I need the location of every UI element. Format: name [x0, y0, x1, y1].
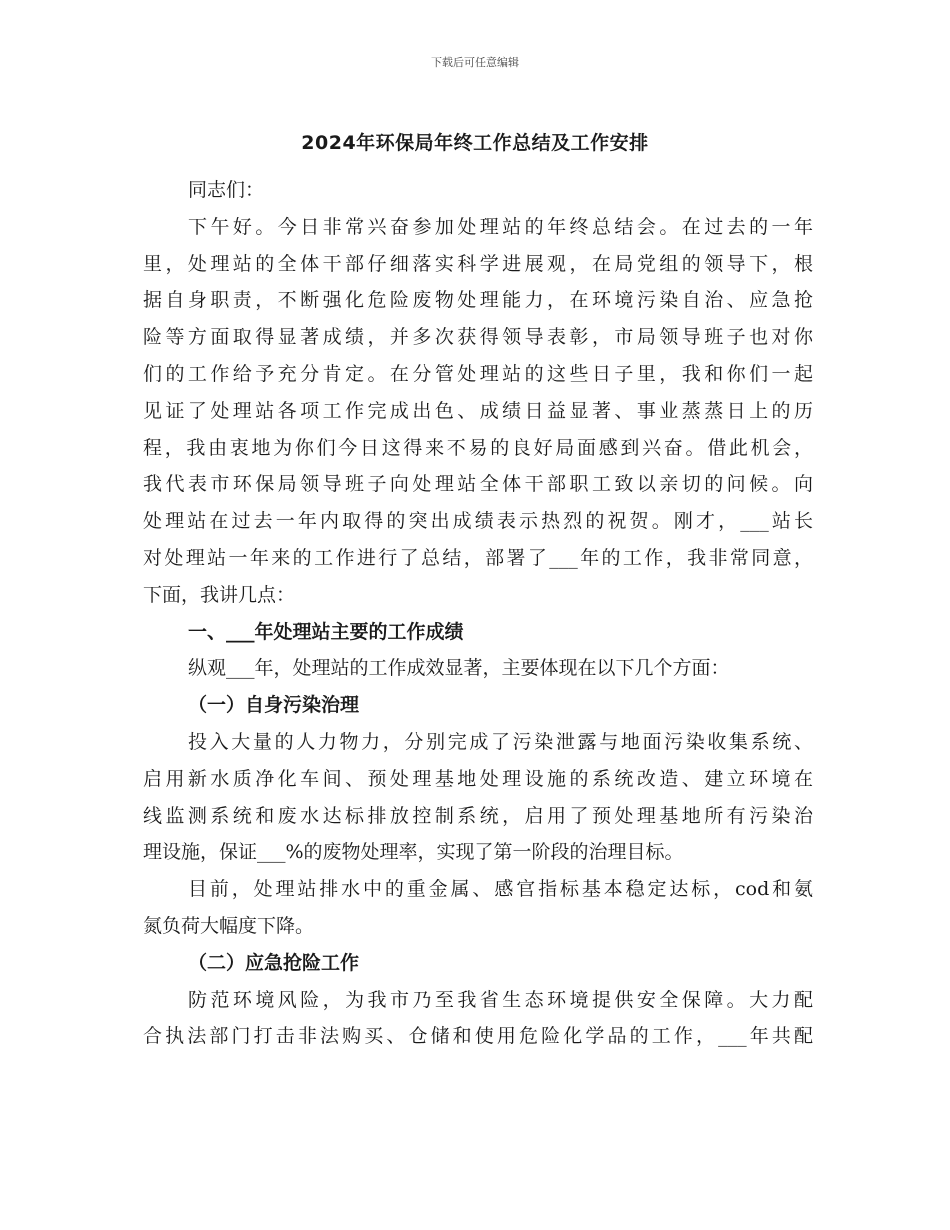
- paragraph-line: 我代表市环保局领导班子向处理站全体干部职工致以亲切的问候。向: [143, 473, 813, 496]
- paragraph-line: 程，我由衷地为你们今日这得来不易的良好局面感到兴奋。借此机会，: [143, 436, 813, 459]
- paragraph-line: 里，处理站的全体干部仔细落实科学进展观，在局党组的领导下，根: [143, 252, 813, 275]
- paragraph-line: 氮负荷大幅度下降。: [143, 914, 315, 937]
- section-heading: （二）应急抢险工作: [188, 951, 360, 974]
- header-note: 下载后可任意编辑: [431, 56, 519, 69]
- paragraph-line: 们的工作给予充分肯定。在分管处理站的这些日子里，我和你们一起: [143, 362, 813, 385]
- section-heading: 一、___年处理站主要的工作成绩: [188, 620, 464, 643]
- paragraph-line: 启用新水质净化车间、预处理基地处理设施的系统改造、建立环境在: [143, 767, 813, 790]
- paragraph-line: 见证了处理站各项工作完成出色、成绩日益显著、事业蒸蒸日上的历: [143, 399, 813, 422]
- paragraph-line: 线监测系统和废水达标排放控制系统，启用了预处理基地所有污染治: [143, 804, 813, 827]
- section-heading: （一）自身污染治理: [188, 694, 360, 717]
- paragraph-line: 下面，我讲几点：: [143, 583, 296, 606]
- document-body: [143, 172, 813, 1055]
- paragraph-line: 下午好。今日非常兴奋参加处理站的年终总结会。在过去的一年: [188, 215, 813, 238]
- paragraph-line: 对处理站一年来的工作进行了总结，部署了___年的工作，我非常同意，: [143, 546, 813, 569]
- paragraph-line: 同志们：: [188, 179, 265, 201]
- paragraph-line: 理设施，保证___%的废物处理率，实现了第一阶段的治理目标。: [143, 841, 684, 864]
- paragraph-line: 据自身职责，不断强化危险废物处理能力，在环境污染自治、应急抢: [143, 289, 813, 312]
- paragraph-line: 纵观___年，处理站的工作成效显著，主要体现在以下几个方面：: [188, 657, 730, 680]
- document-title: 2024年环保局年终工作总结及工作安排: [301, 132, 649, 154]
- paragraph-line: 处理站在过去一年内取得的突出成绩表示热烈的祝贺。刚才，___站长: [143, 510, 813, 533]
- paragraph-line: 防范环境风险，为我市乃至我省生态环境提供安全保障。大力配: [188, 988, 813, 1011]
- paragraph-line: 目前，处理站排水中的重金属、感官指标基本稳定达标，cod和氨: [188, 878, 813, 901]
- paragraph-line: 险等方面取得显著成绩，并多次获得领导表彰，市局领导班子也对你: [143, 326, 813, 349]
- paragraph-line: 合执法部门打击非法购买、仓储和使用危险化学品的工作，___年共配: [143, 1025, 813, 1048]
- paragraph-line: 投入大量的人力物力，分别完成了污染泄露与地面污染收集系统、: [188, 730, 813, 753]
